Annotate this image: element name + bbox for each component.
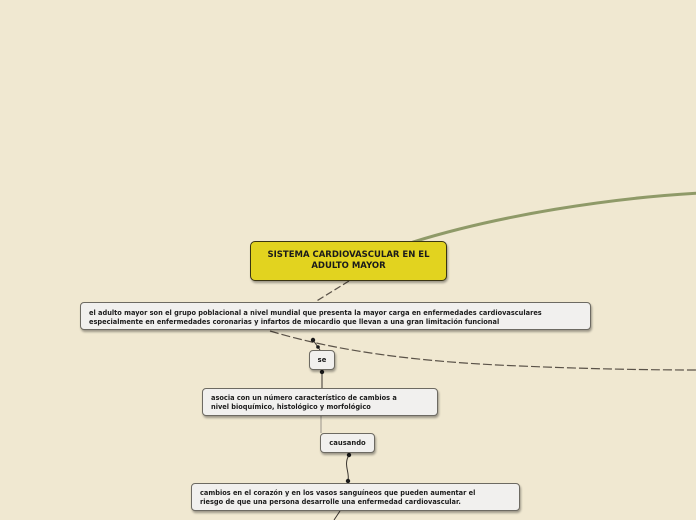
- connector-dot: [347, 453, 351, 457]
- associates-line2: nivel bioquímico, histológico y morfológico: [211, 402, 371, 411]
- branch-right-upper: [413, 193, 696, 242]
- link-causando-label: causando: [329, 439, 366, 447]
- link-se-node[interactable]: [309, 350, 335, 370]
- connector-causando-changes: [347, 455, 349, 481]
- associates-line1: asocia con un número característico de cambios a: [211, 394, 397, 402]
- changes-line2: riesgo de que una persona desarrolle una enfermedad cardiovascular.: [200, 497, 461, 506]
- changes-line1: cambios en el corazón y en los vasos sanguíneos que pueden aumentar el: [200, 489, 476, 497]
- link-se-label: se: [317, 356, 327, 364]
- changes-node[interactable]: [191, 483, 520, 511]
- definition-line1: el adulto mayor son el grupo poblacional a nivel mundial que presenta la mayor carga en enfermedades cardiovasculares: [89, 309, 542, 317]
- root-topic-line2: ADULTO MAYOR: [311, 261, 386, 271]
- connector-root-definition: [315, 281, 349, 302]
- associates-node[interactable]: [202, 388, 438, 416]
- connector-dot: [316, 345, 320, 349]
- definition-node[interactable]: [80, 302, 591, 330]
- definition-line2: especialmente en enfermedades coronarias y infartos de miocardio que llevan a una gran limitación funcional: [89, 317, 500, 326]
- root-topic-node[interactable]: [250, 241, 447, 281]
- root-topic-line1: SISTEMA CARDIOVASCULAR EN EL: [267, 250, 430, 260]
- connector-dot: [311, 338, 315, 342]
- link-causando-node[interactable]: [320, 433, 375, 453]
- connector-dot: [320, 370, 324, 374]
- connector-changes-down: [334, 511, 340, 520]
